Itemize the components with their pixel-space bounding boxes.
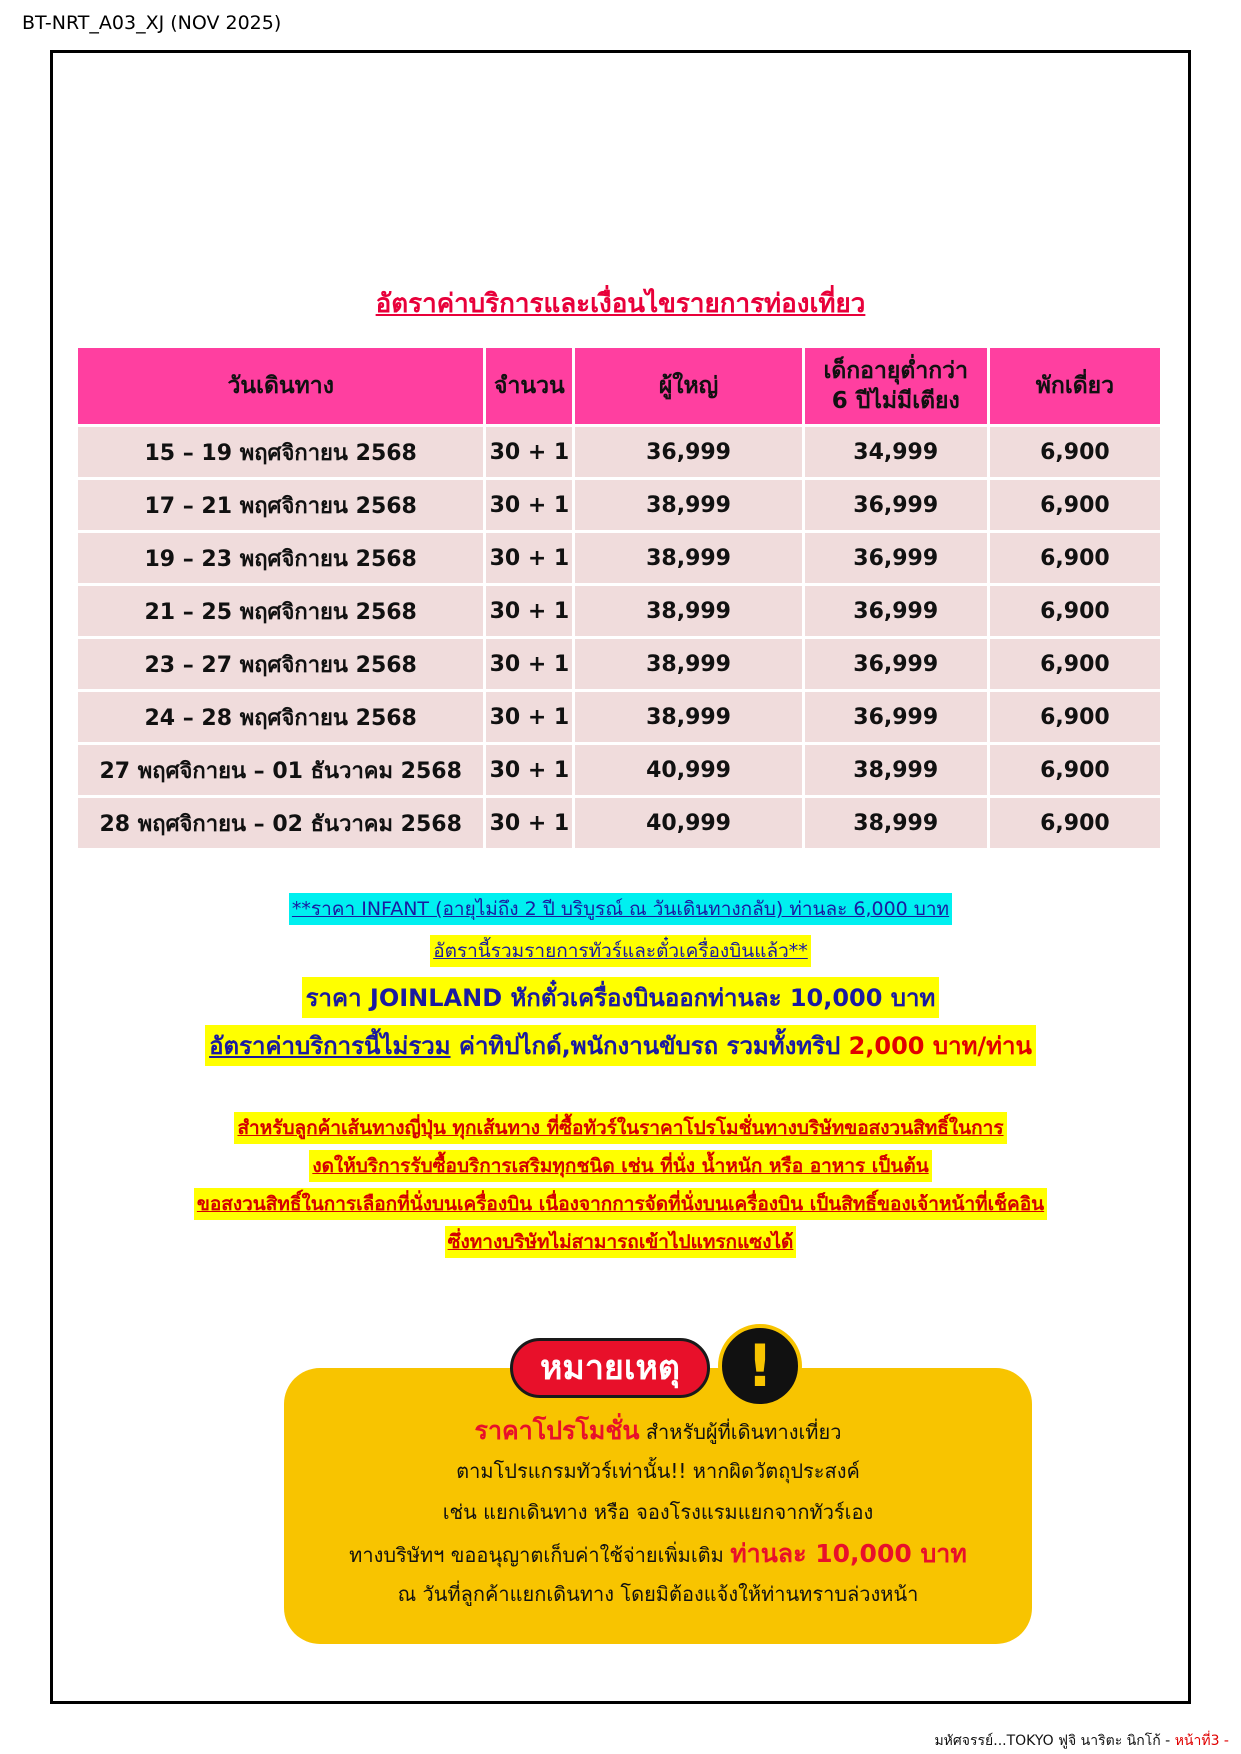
cell-date: 15 – 19 พฤศจิกายน 2568 — [78, 427, 483, 477]
infant-price-note: **ราคา INFANT (อายุไม่ถึง 2 ปี บริบูรณ์ ณ วันเดินทางกลับ) ท่านละ 6,000 บาท — [289, 893, 952, 925]
cell-child: 36,999 — [805, 533, 987, 583]
cell-date: 19 – 23 พฤศจิกายน 2568 — [78, 533, 483, 583]
page-number: หน้าที่3 - — [1174, 1733, 1229, 1749]
cell-child: 36,999 — [805, 586, 987, 636]
cell-adult: 36,999 — [575, 427, 801, 477]
remark-line-4-pre: ทางบริษัทฯ ขออนุญาตเก็บค่าใช้จ่ายเพิ่มเติม — [349, 1543, 731, 1567]
cell-quantity: 30 + 1 — [486, 427, 572, 477]
remark-line-1 — [284, 1410, 1032, 1451]
cell-single: 6,900 — [990, 533, 1160, 583]
cell-single: 6,900 — [990, 745, 1160, 795]
promo-label: ราคาโปรโมชั่น — [474, 1416, 640, 1445]
cell-single: 6,900 — [990, 639, 1160, 689]
cell-quantity: 30 + 1 — [486, 586, 572, 636]
cell-quantity: 30 + 1 — [486, 692, 572, 742]
cell-child: 36,999 — [805, 692, 987, 742]
cell-adult: 38,999 — [575, 480, 801, 530]
cell-quantity: 30 + 1 — [486, 639, 572, 689]
cell-single: 6,900 — [990, 427, 1160, 477]
warning-line: งดให้บริการรับซื้อบริการเสริมทุกชนิด เช่น ที่นั่ง น้ำหนัก หรือ อาหาร เป็นต้น — [309, 1150, 931, 1182]
cell-adult: 40,999 — [575, 798, 801, 848]
table-header-row — [78, 348, 1160, 424]
exclusion-amount: 2,000 บาท/ท่าน — [848, 1032, 1032, 1060]
seat-policy-warning — [0, 1112, 1241, 1264]
remark-badge: หมายเหตุ — [510, 1338, 710, 1398]
cell-date: 21 – 25 พฤศจิกายน 2568 — [78, 586, 483, 636]
cell-child: 34,999 — [805, 427, 987, 477]
table-row — [78, 533, 1160, 583]
page-footer — [934, 1730, 1229, 1752]
cell-child: 36,999 — [805, 639, 987, 689]
cell-date: 27 พฤศจิกายน – 01 ธันวาคม 2568 — [78, 745, 483, 795]
cell-single: 6,900 — [990, 798, 1160, 848]
section-title: อัตราค่าบริการและเงื่อนไขรายการท่องเที่ยว — [375, 289, 866, 319]
price-notes — [0, 893, 1241, 1073]
cell-child: 36,999 — [805, 480, 987, 530]
cell-single: 6,900 — [990, 586, 1160, 636]
remark-line-1-rest: สำหรับผู้ที่เดินทางเที่ยว — [639, 1420, 842, 1444]
cell-quantity: 30 + 1 — [486, 533, 572, 583]
included-note: อัตรานี้รวมรายการทัวร์และตั๋วเครื่องบินแล้ว** — [430, 935, 811, 967]
cell-date: 23 – 27 พฤศจิกายน 2568 — [78, 639, 483, 689]
cell-adult: 38,999 — [575, 639, 801, 689]
table-row — [78, 692, 1160, 742]
cell-quantity: 30 + 1 — [486, 480, 572, 530]
header-child-line2: 6 ปีไม่มีเตียง — [831, 388, 960, 414]
remark-line-3: เช่น แยกเดินทาง หรือ จองโรงแรมแยกจากทัวร์เอง — [442, 1500, 874, 1524]
warning-line: ซึ่งทางบริษัทไม่สามารถเข้าไปแทรกแซงได้ — [445, 1226, 797, 1258]
table-row — [78, 639, 1160, 689]
table-row — [78, 480, 1160, 530]
price-table — [75, 345, 1163, 851]
exclusion-detail: ค่าทิปไกด์,พนักงานขับรถ รวมทั้งทริป — [450, 1032, 849, 1060]
cell-adult: 38,999 — [575, 533, 801, 583]
table-row — [78, 798, 1160, 848]
cell-date: 24 – 28 พฤศจิกายน 2568 — [78, 692, 483, 742]
header-child-line1: เด็กอายุต่ำกว่า — [823, 358, 968, 384]
remark-line-5: ณ วันที่ลูกค้าแยกเดินทาง โดยมิต้องแจ้งให้ท่านทราบล่วงหน้า — [397, 1582, 919, 1606]
warning-line: ขอสงวนสิทธิ์ในการเลือกที่นั่งบนเครื่องบิน เนื่องจากการจัดที่นั่งบนเครื่องบิน เป็นสิทธิ์ของเจ้าหน้าที่เช็คอิน — [194, 1188, 1047, 1220]
exclusion-label: อัตราค่าบริการนี้ไม่รวม — [209, 1032, 451, 1060]
footer-title: มหัศจรรย์...TOKYO ฟูจิ นาริตะ นิกโก้ - — [934, 1733, 1175, 1749]
table-row — [78, 745, 1160, 795]
cell-single: 6,900 — [990, 480, 1160, 530]
remark-fee: ท่านละ 10,000 บาท — [730, 1539, 967, 1568]
header-child-no-bed — [805, 348, 987, 424]
header-quantity: จำนวน — [486, 348, 572, 424]
document-code: BT-NRT_A03_XJ (NOV 2025) — [22, 12, 282, 34]
exclusion-note — [205, 1025, 1036, 1066]
joinland-note: ราคา JOINLAND หักตั๋วเครื่องบินออกท่านละ 10,000 บาท — [302, 977, 940, 1018]
cell-child: 38,999 — [805, 798, 987, 848]
cell-date: 17 – 21 พฤศจิกายน 2568 — [78, 480, 483, 530]
remark-line-2: ตามโปรแกรมทัวร์เท่านั้น!! หากผิดวัตถุประสงค์ — [456, 1459, 860, 1483]
cell-quantity: 30 + 1 — [486, 745, 572, 795]
cell-adult: 38,999 — [575, 692, 801, 742]
header-single-room: พักเดี่ยว — [990, 348, 1160, 424]
cell-date: 28 พฤศจิกายน – 02 ธันวาคม 2568 — [78, 798, 483, 848]
header-adult: ผู้ใหญ่ — [575, 348, 801, 424]
cell-quantity: 30 + 1 — [486, 798, 572, 848]
remark-line-4 — [284, 1533, 1032, 1574]
table-row — [78, 586, 1160, 636]
warning-line: สำหรับลูกค้าเส้นทางญี่ปุ่น ทุกเส้นทาง ที่ซื้อทัวร์ในราคาโปรโมชั่นทางบริษัทขอสงวนสิทธิ์ในการ — [234, 1112, 1006, 1144]
remark-text — [284, 1410, 1032, 1615]
cell-single: 6,900 — [990, 692, 1160, 742]
header-travel-date: วันเดินทาง — [78, 348, 483, 424]
exclamation-icon: ! — [718, 1324, 802, 1408]
cell-adult: 38,999 — [575, 586, 801, 636]
cell-child: 38,999 — [805, 745, 987, 795]
table-row — [78, 427, 1160, 477]
cell-adult: 40,999 — [575, 745, 801, 795]
